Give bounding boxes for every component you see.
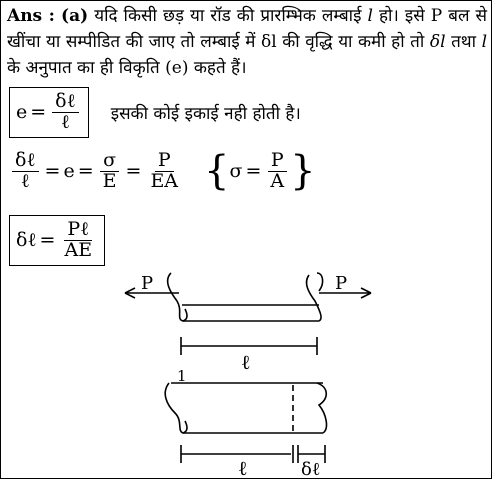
answer-option: (a) [61,6,89,26]
close-brace: } [290,148,316,195]
equals-sign: = [30,101,47,124]
answer-text-3: तथा [451,32,477,52]
answer-prefix: Ans : [7,6,55,26]
answer-text-4: के अनुपात का ही विकृति (e) कहते हैं। [7,58,247,78]
rod-1-right-break [307,275,322,321]
relation-frac-2-den: E [102,169,117,192]
answer-text-1: यदि किसी छड़ या रॉड की प्रारम्भिक लम्बाई [94,6,362,26]
elongation-numerator: Pℓ [64,220,92,241]
strain-symbol: e [63,160,75,183]
strain-denominator: ℓ [60,110,70,133]
stress-frac-num: P [268,151,287,172]
relation-frac-3-den: EA [150,169,179,192]
length-2-dimension [181,445,293,463]
l-symbol-2: l [481,32,488,52]
l-symbol: l [367,6,373,26]
rod-2-left-break [165,383,187,433]
rod-2-index-label: 1 [177,367,187,385]
rod-diagram [1,1,491,478]
answer-text-2: हो। इसे P बल से खींचा या सम्पीडित की जाए तो लम्बाई में δl की वृद्धि या कमी हो तो [7,6,488,52]
relation-frac-1-den: ℓ [20,169,30,192]
equals-sign: = [77,160,94,183]
equals-sign: = [245,160,262,183]
equals-sign: = [125,160,142,183]
length-1-label: ℓ [242,350,250,374]
equals-sign: = [39,229,56,252]
strain-numerator: δℓ [52,92,79,113]
strain-lhs: e [16,101,28,124]
rod-2-right-end [317,383,326,433]
rod-1-left-break [168,273,187,321]
force-left-label: P [141,273,154,294]
length-2-label: ℓ [239,456,247,478]
relation-frac-1-num: δℓ [12,151,39,172]
stress-symbol: σ [229,160,243,183]
extension-label: δℓ [301,459,321,478]
elongation-denominator: AE [64,238,93,261]
stress-frac-den: A [270,169,285,192]
force-right-label: P [335,273,348,294]
rod-1-right-break-2 [317,273,323,291]
relation-frac-3-num: P [155,151,174,172]
unit-note: इसकी कोई इकाई नही होती है। [110,103,301,124]
delta-l-symbol: δl [429,32,446,52]
relation-frac-2-num: σ [100,151,119,172]
elongation-lhs: δℓ [16,228,37,251]
open-brace: { [204,148,230,195]
equals-sign: = [44,160,61,183]
